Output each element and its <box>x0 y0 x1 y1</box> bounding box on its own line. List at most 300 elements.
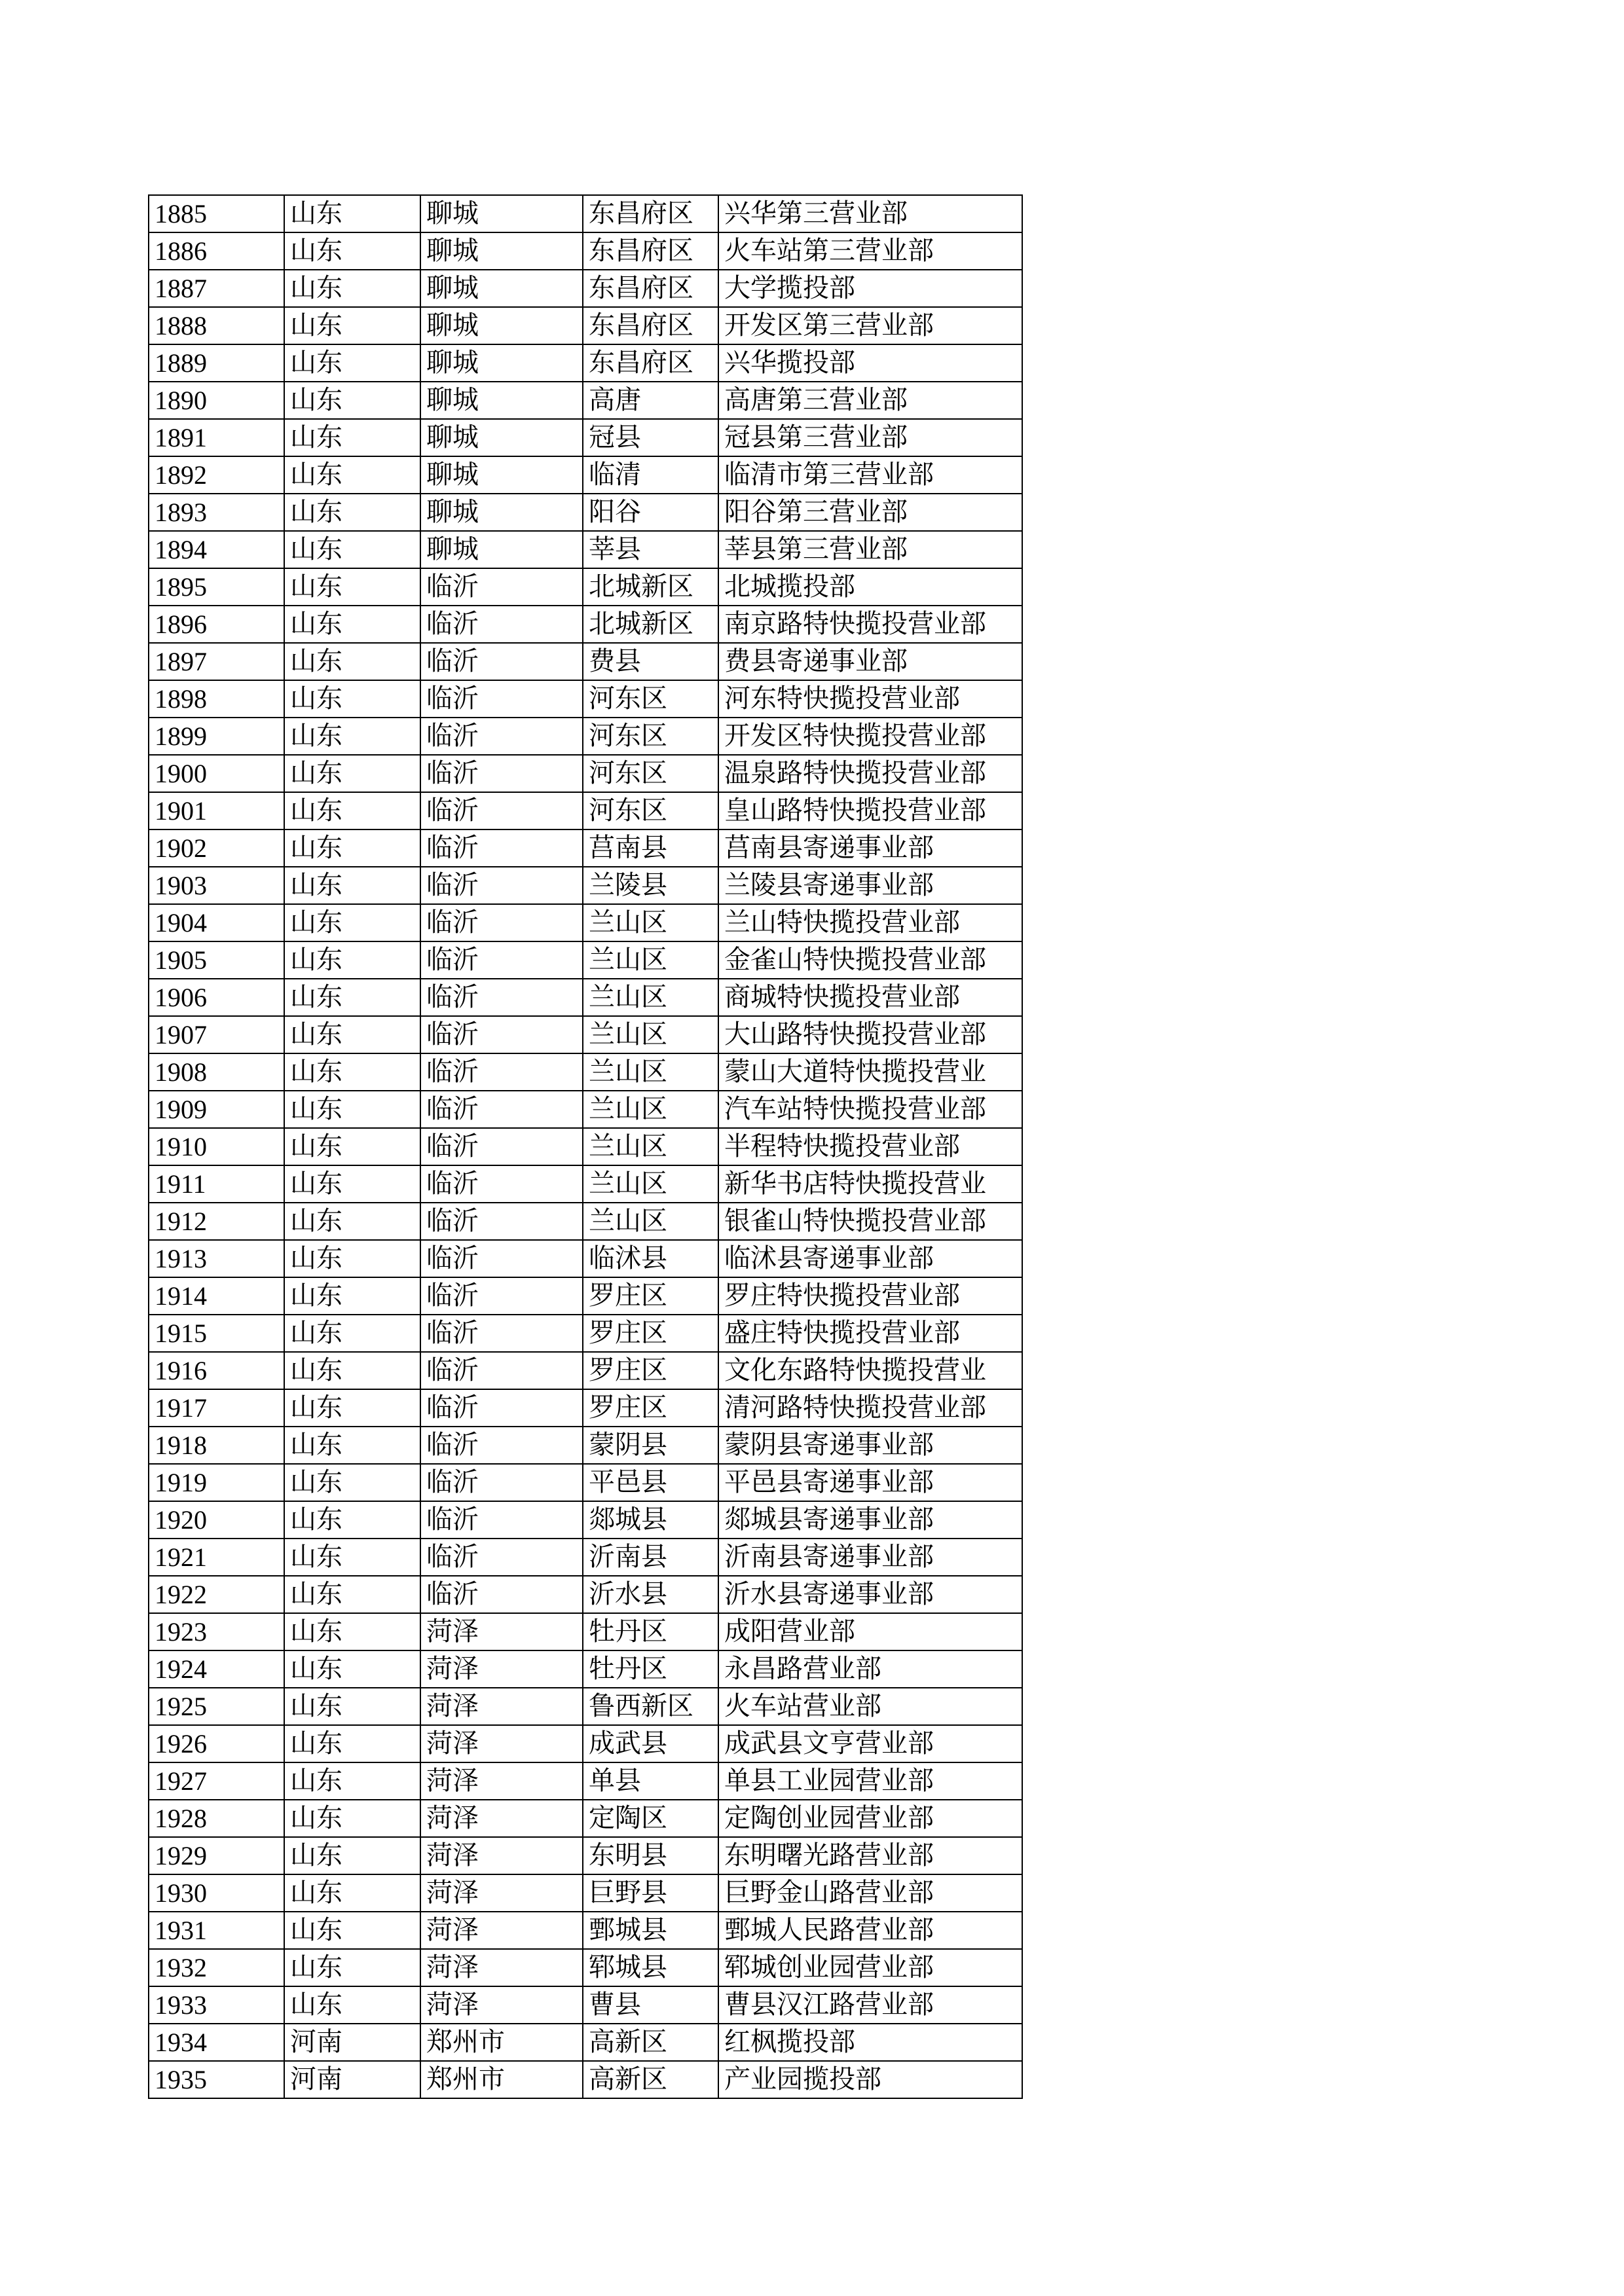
cell-seq: 1925 <box>149 1688 284 1725</box>
cell-branch: 沂南县寄递事业部 <box>718 1539 1022 1576</box>
cell-city: 临沂 <box>420 1016 583 1053</box>
cell-city: 聊城 <box>420 344 583 382</box>
cell-province: 山东 <box>284 1986 420 2024</box>
table-row <box>149 606 1022 643</box>
cell-branch: 高唐第三营业部 <box>718 382 1022 419</box>
cell-province: 山东 <box>284 1539 420 1576</box>
cell-province: 山东 <box>284 643 420 680</box>
cell-city: 临沂 <box>420 1464 583 1501</box>
cell-district: 平邑县 <box>583 1464 718 1501</box>
cell-province: 山东 <box>284 456 420 494</box>
cell-city: 临沂 <box>420 1128 583 1165</box>
cell-province: 山东 <box>284 568 420 606</box>
cell-seq: 1931 <box>149 1912 284 1949</box>
cell-seq: 1910 <box>149 1128 284 1165</box>
cell-city: 临沂 <box>420 1165 583 1203</box>
cell-district: 罗庄区 <box>583 1277 718 1315</box>
cell-seq: 1918 <box>149 1427 284 1464</box>
cell-district: 沂南县 <box>583 1539 718 1576</box>
cell-branch: 银雀山特快揽投营业部 <box>718 1203 1022 1240</box>
cell-city: 菏泽 <box>420 1725 583 1762</box>
cell-branch: 开发区第三营业部 <box>718 307 1022 344</box>
cell-province: 山东 <box>284 1203 420 1240</box>
cell-branch: 罗庄特快揽投营业部 <box>718 1277 1022 1315</box>
cell-branch: 北城揽投部 <box>718 568 1022 606</box>
cell-city: 菏泽 <box>420 1613 583 1650</box>
cell-seq: 1927 <box>149 1762 284 1800</box>
cell-district: 曹县 <box>583 1986 718 2024</box>
cell-district: 单县 <box>583 1762 718 1800</box>
table-row <box>149 1277 1022 1315</box>
cell-seq: 1906 <box>149 979 284 1016</box>
table-row <box>149 1613 1022 1650</box>
table-row <box>149 1016 1022 1053</box>
cell-seq: 1921 <box>149 1539 284 1576</box>
cell-city: 菏泽 <box>420 1650 583 1688</box>
table-row <box>149 1091 1022 1128</box>
cell-province: 山东 <box>284 1165 420 1203</box>
cell-branch: 盛庄特快揽投营业部 <box>718 1315 1022 1352</box>
cell-province: 山东 <box>284 1613 420 1650</box>
table-row <box>149 531 1022 568</box>
cell-district: 东昌府区 <box>583 232 718 270</box>
table-row <box>149 1837 1022 1874</box>
cell-branch: 临清市第三营业部 <box>718 456 1022 494</box>
cell-province: 山东 <box>284 307 420 344</box>
cell-province: 山东 <box>284 1128 420 1165</box>
cell-seq: 1934 <box>149 2024 284 2061</box>
cell-branch: 兰陵县寄递事业部 <box>718 867 1022 904</box>
table-row <box>149 1315 1022 1352</box>
cell-city: 聊城 <box>420 270 583 307</box>
cell-city: 临沂 <box>420 718 583 755</box>
cell-branch: 兴华第三营业部 <box>718 195 1022 232</box>
cell-seq: 1885 <box>149 195 284 232</box>
cell-province: 山东 <box>284 531 420 568</box>
cell-branch: 费县寄递事业部 <box>718 643 1022 680</box>
cell-district: 兰山区 <box>583 1053 718 1091</box>
cell-branch: 平邑县寄递事业部 <box>718 1464 1022 1501</box>
cell-seq: 1909 <box>149 1091 284 1128</box>
cell-city: 临沂 <box>420 568 583 606</box>
cell-branch: 产业园揽投部 <box>718 2061 1022 2098</box>
cell-district: 冠县 <box>583 419 718 456</box>
cell-city: 临沂 <box>420 1576 583 1613</box>
cell-province: 山东 <box>284 195 420 232</box>
table-body <box>149 195 1022 2098</box>
cell-branch: 沂水县寄递事业部 <box>718 1576 1022 1613</box>
cell-province: 山东 <box>284 680 420 718</box>
cell-branch: 开发区特快揽投营业部 <box>718 718 1022 755</box>
table-row <box>149 1576 1022 1613</box>
cell-branch: 莘县第三营业部 <box>718 531 1022 568</box>
table-row <box>149 867 1022 904</box>
table-row <box>149 755 1022 792</box>
cell-city: 聊城 <box>420 307 583 344</box>
table-row <box>149 270 1022 307</box>
table-row <box>149 307 1022 344</box>
cell-district: 高唐 <box>583 382 718 419</box>
cell-city: 临沂 <box>420 941 583 979</box>
cell-city: 菏泽 <box>420 1912 583 1949</box>
cell-city: 临沂 <box>420 1427 583 1464</box>
cell-district: 牡丹区 <box>583 1613 718 1650</box>
cell-district: 兰陵县 <box>583 867 718 904</box>
cell-seq: 1908 <box>149 1053 284 1091</box>
cell-city: 临沂 <box>420 1389 583 1427</box>
cell-seq: 1928 <box>149 1800 284 1837</box>
cell-city: 临沂 <box>420 1091 583 1128</box>
cell-city: 临沂 <box>420 606 583 643</box>
cell-district: 兰山区 <box>583 1128 718 1165</box>
cell-district: 兰山区 <box>583 979 718 1016</box>
cell-city: 郑州市 <box>420 2024 583 2061</box>
cell-city: 聊城 <box>420 419 583 456</box>
cell-branch: 巨野金山路营业部 <box>718 1874 1022 1912</box>
cell-branch: 清河路特快揽投营业部 <box>718 1389 1022 1427</box>
cell-province: 山东 <box>284 829 420 867</box>
cell-province: 山东 <box>284 1464 420 1501</box>
cell-seq: 1903 <box>149 867 284 904</box>
cell-branch: 半程特快揽投营业部 <box>718 1128 1022 1165</box>
cell-province: 山东 <box>284 1389 420 1427</box>
cell-seq: 1929 <box>149 1837 284 1874</box>
table-row <box>149 2061 1022 2098</box>
cell-district: 临清 <box>583 456 718 494</box>
table-row <box>149 904 1022 941</box>
cell-branch: 定陶创业园营业部 <box>718 1800 1022 1837</box>
cell-district: 罗庄区 <box>583 1315 718 1352</box>
cell-district: 巨野县 <box>583 1874 718 1912</box>
cell-district: 鲁西新区 <box>583 1688 718 1725</box>
cell-province: 山东 <box>284 1650 420 1688</box>
cell-branch: 临沭县寄递事业部 <box>718 1240 1022 1277</box>
cell-city: 临沂 <box>420 1053 583 1091</box>
table-row <box>149 1389 1022 1427</box>
table-row <box>149 1949 1022 1986</box>
cell-branch: 河东特快揽投营业部 <box>718 680 1022 718</box>
cell-city: 临沂 <box>420 1277 583 1315</box>
cell-seq: 1922 <box>149 1576 284 1613</box>
cell-province: 山东 <box>284 494 420 531</box>
cell-district: 牡丹区 <box>583 1650 718 1688</box>
cell-province: 山东 <box>284 270 420 307</box>
cell-city: 临沂 <box>420 1203 583 1240</box>
table-row <box>149 979 1022 1016</box>
cell-province: 山东 <box>284 1091 420 1128</box>
cell-district: 东昌府区 <box>583 307 718 344</box>
cell-province: 山东 <box>284 941 420 979</box>
cell-district: 兰山区 <box>583 904 718 941</box>
table-row <box>149 680 1022 718</box>
table-row <box>149 419 1022 456</box>
cell-branch: 皇山路特快揽投营业部 <box>718 792 1022 829</box>
cell-seq: 1920 <box>149 1501 284 1539</box>
cell-district: 定陶区 <box>583 1800 718 1837</box>
cell-city: 菏泽 <box>420 1800 583 1837</box>
cell-province: 山东 <box>284 755 420 792</box>
table-row <box>149 568 1022 606</box>
cell-district: 东昌府区 <box>583 344 718 382</box>
table-row <box>149 792 1022 829</box>
table-row <box>149 1240 1022 1277</box>
table-row <box>149 1203 1022 1240</box>
cell-province: 山东 <box>284 1315 420 1352</box>
cell-seq: 1935 <box>149 2061 284 2098</box>
cell-seq: 1932 <box>149 1949 284 1986</box>
cell-city: 菏泽 <box>420 1986 583 2024</box>
cell-city: 临沂 <box>420 1539 583 1576</box>
cell-seq: 1914 <box>149 1277 284 1315</box>
table-row <box>149 718 1022 755</box>
cell-branch: 冠县第三营业部 <box>718 419 1022 456</box>
cell-city: 临沂 <box>420 1352 583 1389</box>
cell-province: 山东 <box>284 1762 420 1800</box>
table-row <box>149 456 1022 494</box>
cell-city: 菏泽 <box>420 1688 583 1725</box>
cell-branch: 成武县文亨营业部 <box>718 1725 1022 1762</box>
cell-branch: 曹县汉江路营业部 <box>718 1986 1022 2024</box>
cell-district: 兰山区 <box>583 1016 718 1053</box>
cell-seq: 1890 <box>149 382 284 419</box>
cell-province: 山东 <box>284 904 420 941</box>
cell-province: 山东 <box>284 1053 420 1091</box>
cell-branch: 商城特快揽投营业部 <box>718 979 1022 1016</box>
cell-province: 山东 <box>284 1501 420 1539</box>
cell-branch: 永昌路营业部 <box>718 1650 1022 1688</box>
cell-province: 山东 <box>284 1277 420 1315</box>
cell-province: 山东 <box>284 1576 420 1613</box>
cell-seq: 1895 <box>149 568 284 606</box>
cell-seq: 1889 <box>149 344 284 382</box>
cell-seq: 1901 <box>149 792 284 829</box>
table-row <box>149 1539 1022 1576</box>
table-row <box>149 941 1022 979</box>
cell-province: 山东 <box>284 344 420 382</box>
cell-city: 临沂 <box>420 1240 583 1277</box>
cell-province: 山东 <box>284 1240 420 1277</box>
cell-city: 郑州市 <box>420 2061 583 2098</box>
cell-seq: 1924 <box>149 1650 284 1688</box>
cell-branch: 阳谷第三营业部 <box>718 494 1022 531</box>
table-row <box>149 232 1022 270</box>
cell-branch: 兴华揽投部 <box>718 344 1022 382</box>
cell-seq: 1911 <box>149 1165 284 1203</box>
cell-branch: 汽车站特快揽投营业部 <box>718 1091 1022 1128</box>
cell-city: 聊城 <box>420 382 583 419</box>
cell-province: 山东 <box>284 1427 420 1464</box>
table-row <box>149 1165 1022 1203</box>
cell-province: 山东 <box>284 718 420 755</box>
cell-city: 临沂 <box>420 904 583 941</box>
cell-seq: 1905 <box>149 941 284 979</box>
cell-seq: 1902 <box>149 829 284 867</box>
cell-branch: 郯城县寄递事业部 <box>718 1501 1022 1539</box>
cell-city: 菏泽 <box>420 1837 583 1874</box>
cell-province: 山东 <box>284 1725 420 1762</box>
cell-seq: 1891 <box>149 419 284 456</box>
table-row <box>149 1128 1022 1165</box>
table-row <box>149 1725 1022 1762</box>
table-row <box>149 1874 1022 1912</box>
table-row <box>149 195 1022 232</box>
table-row <box>149 344 1022 382</box>
cell-seq: 1916 <box>149 1352 284 1389</box>
cell-branch: 郓城创业园营业部 <box>718 1949 1022 1986</box>
cell-seq: 1900 <box>149 755 284 792</box>
cell-province: 山东 <box>284 606 420 643</box>
cell-city: 临沂 <box>420 792 583 829</box>
cell-branch: 兰山特快揽投营业部 <box>718 904 1022 941</box>
cell-city: 临沂 <box>420 1315 583 1352</box>
table-row <box>149 643 1022 680</box>
cell-city: 临沂 <box>420 680 583 718</box>
cell-city: 菏泽 <box>420 1949 583 1986</box>
cell-seq: 1886 <box>149 232 284 270</box>
cell-branch: 大学揽投部 <box>718 270 1022 307</box>
cell-province: 山东 <box>284 1688 420 1725</box>
cell-city: 临沂 <box>420 867 583 904</box>
cell-district: 河东区 <box>583 792 718 829</box>
cell-seq: 1904 <box>149 904 284 941</box>
cell-seq: 1887 <box>149 270 284 307</box>
cell-branch: 红枫揽投部 <box>718 2024 1022 2061</box>
cell-district: 郯城县 <box>583 1501 718 1539</box>
cell-district: 成武县 <box>583 1725 718 1762</box>
table-row <box>149 494 1022 531</box>
table-row <box>149 1688 1022 1725</box>
cell-branch: 火车站第三营业部 <box>718 232 1022 270</box>
cell-district: 北城新区 <box>583 606 718 643</box>
cell-province: 山东 <box>284 1016 420 1053</box>
cell-city: 临沂 <box>420 643 583 680</box>
cell-branch: 蒙阴县寄递事业部 <box>718 1427 1022 1464</box>
cell-city: 临沂 <box>420 755 583 792</box>
cell-district: 鄄城县 <box>583 1912 718 1949</box>
table-row <box>149 382 1022 419</box>
cell-province: 山东 <box>284 382 420 419</box>
cell-seq: 1923 <box>149 1613 284 1650</box>
cell-district: 河东区 <box>583 755 718 792</box>
branch-table <box>148 194 1023 2099</box>
cell-seq: 1894 <box>149 531 284 568</box>
cell-branch: 鄄城人民路营业部 <box>718 1912 1022 1949</box>
cell-seq: 1915 <box>149 1315 284 1352</box>
cell-province: 河南 <box>284 2061 420 2098</box>
cell-district: 兰山区 <box>583 941 718 979</box>
cell-district: 兰山区 <box>583 1165 718 1203</box>
cell-province: 山东 <box>284 867 420 904</box>
cell-seq: 1926 <box>149 1725 284 1762</box>
table-row <box>149 2024 1022 2061</box>
cell-city: 临沂 <box>420 829 583 867</box>
cell-district: 郓城县 <box>583 1949 718 1986</box>
cell-city: 聊城 <box>420 456 583 494</box>
cell-seq: 1907 <box>149 1016 284 1053</box>
table-row <box>149 1762 1022 1800</box>
table-row <box>149 1053 1022 1091</box>
cell-district: 东昌府区 <box>583 195 718 232</box>
cell-province: 河南 <box>284 2024 420 2061</box>
cell-district: 北城新区 <box>583 568 718 606</box>
cell-district: 高新区 <box>583 2024 718 2061</box>
cell-branch: 大山路特快揽投营业部 <box>718 1016 1022 1053</box>
cell-district: 蒙阴县 <box>583 1427 718 1464</box>
cell-province: 山东 <box>284 1837 420 1874</box>
cell-seq: 1898 <box>149 680 284 718</box>
cell-province: 山东 <box>284 1874 420 1912</box>
cell-district: 莘县 <box>583 531 718 568</box>
cell-seq: 1897 <box>149 643 284 680</box>
table-row <box>149 1427 1022 1464</box>
cell-district: 莒南县 <box>583 829 718 867</box>
cell-branch: 莒南县寄递事业部 <box>718 829 1022 867</box>
cell-seq: 1888 <box>149 307 284 344</box>
cell-district: 河东区 <box>583 680 718 718</box>
cell-seq: 1912 <box>149 1203 284 1240</box>
cell-seq: 1930 <box>149 1874 284 1912</box>
cell-branch: 温泉路特快揽投营业部 <box>718 755 1022 792</box>
cell-seq: 1893 <box>149 494 284 531</box>
cell-branch: 东明曙光路营业部 <box>718 1837 1022 1874</box>
table-row <box>149 1986 1022 2024</box>
cell-branch: 成阳营业部 <box>718 1613 1022 1650</box>
cell-province: 山东 <box>284 419 420 456</box>
cell-city: 临沂 <box>420 979 583 1016</box>
cell-district: 罗庄区 <box>583 1389 718 1427</box>
cell-branch: 文化东路特快揽投营业 <box>718 1352 1022 1389</box>
cell-branch: 蒙山大道特快揽投营业 <box>718 1053 1022 1091</box>
cell-district: 河东区 <box>583 718 718 755</box>
cell-seq: 1896 <box>149 606 284 643</box>
cell-district: 高新区 <box>583 2061 718 2098</box>
cell-city: 菏泽 <box>420 1874 583 1912</box>
cell-city: 聊城 <box>420 195 583 232</box>
cell-province: 山东 <box>284 1949 420 1986</box>
table-row <box>149 1352 1022 1389</box>
cell-district: 罗庄区 <box>583 1352 718 1389</box>
cell-district: 沂水县 <box>583 1576 718 1613</box>
cell-province: 山东 <box>284 232 420 270</box>
cell-city: 菏泽 <box>420 1762 583 1800</box>
cell-city: 临沂 <box>420 1501 583 1539</box>
cell-province: 山东 <box>284 1800 420 1837</box>
cell-branch: 金雀山特快揽投营业部 <box>718 941 1022 979</box>
cell-district: 阳谷 <box>583 494 718 531</box>
table-row <box>149 1501 1022 1539</box>
cell-province: 山东 <box>284 1352 420 1389</box>
table-row <box>149 829 1022 867</box>
table-row <box>149 1912 1022 1949</box>
cell-seq: 1899 <box>149 718 284 755</box>
cell-seq: 1917 <box>149 1389 284 1427</box>
cell-district: 东昌府区 <box>583 270 718 307</box>
cell-seq: 1933 <box>149 1986 284 2024</box>
cell-district: 临沭县 <box>583 1240 718 1277</box>
cell-district: 兰山区 <box>583 1203 718 1240</box>
cell-district: 费县 <box>583 643 718 680</box>
cell-branch: 火车站营业部 <box>718 1688 1022 1725</box>
cell-seq: 1913 <box>149 1240 284 1277</box>
cell-branch: 新华书店特快揽投营业 <box>718 1165 1022 1203</box>
cell-city: 聊城 <box>420 494 583 531</box>
cell-province: 山东 <box>284 1912 420 1949</box>
cell-province: 山东 <box>284 979 420 1016</box>
cell-seq: 1919 <box>149 1464 284 1501</box>
cell-district: 兰山区 <box>583 1091 718 1128</box>
table-row <box>149 1800 1022 1837</box>
cell-branch: 南京路特快揽投营业部 <box>718 606 1022 643</box>
